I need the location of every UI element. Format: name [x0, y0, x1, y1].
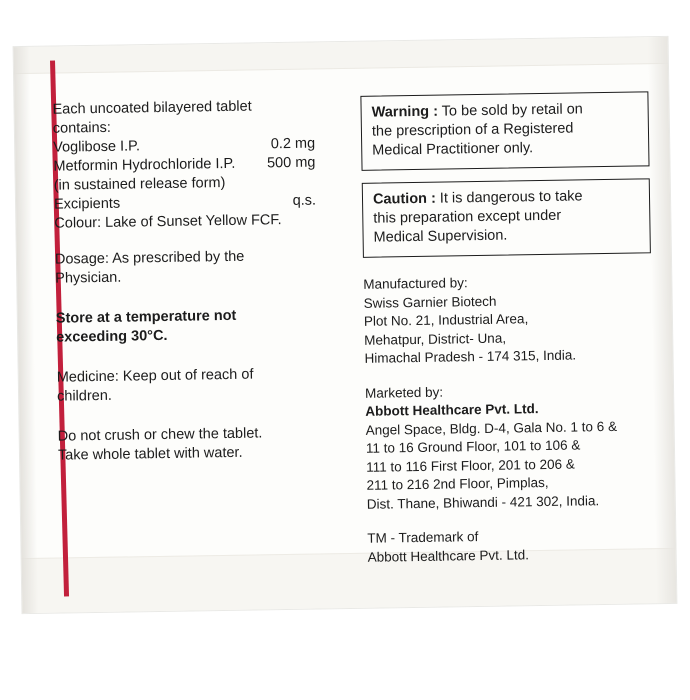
marketed-by-line: 11 to 16 Ground Floor, 101 to 106 &	[365, 437, 581, 456]
sustained-release-note: (in sustained release form)	[53, 174, 226, 194]
ingredient-amount: 500 mg	[266, 154, 316, 172]
trademark-block	[367, 525, 656, 567]
caution-text-line3: Medical Supervision.	[373, 227, 508, 246]
caution-text-line1: It is dangerous to take	[435, 188, 583, 207]
dosage-line2: Physician.	[55, 269, 122, 287]
excipients-amount: q.s.	[292, 192, 317, 209]
marketed-by-line: 111 to 116 First Floor, 201 to 206 &	[366, 456, 575, 475]
manufactured-by-line: Himachal Pradesh - 174 315, India.	[364, 347, 577, 366]
administration-line2: Take whole tablet with water.	[57, 444, 243, 464]
carton-top-edge	[14, 37, 668, 74]
trademark-line2: Abbott Healthcare Pvt. Ltd.	[367, 546, 530, 565]
caution-box	[362, 178, 651, 258]
warning-box	[360, 91, 649, 171]
manufactured-by-heading: Manufactured by:	[363, 275, 468, 292]
label-text-area	[52, 91, 653, 565]
manufactured-by-line: Plot No. 21, Industrial Area,	[363, 311, 529, 329]
caution-label: Caution :	[372, 190, 436, 208]
dosage-line1: Dosage: As prescribed by the	[54, 248, 245, 268]
carton-left-shading	[14, 47, 39, 613]
marketed-by-line: Angel Space, Bldg. D-4, Gala No. 1 to 6 &	[365, 418, 618, 438]
storage-line1: Store at a temperature not	[55, 307, 237, 327]
keep-out-of-reach-block	[57, 365, 320, 407]
dosage-block	[55, 247, 318, 289]
composition-heading-line1: Each uncoated bilayered tablet	[52, 98, 252, 118]
trademark-line1: TM - Trademark of	[367, 529, 479, 546]
manufactured-by-block	[363, 271, 652, 368]
composition-block	[52, 97, 316, 234]
colour-line: Colour: Lake of Sunset Yellow FCF.	[54, 212, 282, 232]
warning-text-line2: the prescription of a Registered	[371, 120, 574, 140]
marketed-by-line: Dist. Thane, Bhiwandi - 421 302, India.	[366, 492, 600, 512]
marketed-by-company: Abbott Healthcare Pvt. Ltd.	[365, 401, 539, 419]
warning-text-line1: To be sold by retail on	[437, 101, 583, 120]
composition-heading-line2: contains:	[52, 119, 112, 137]
ingredient-name: Metformin Hydrochloride I.P.	[53, 155, 236, 175]
manufactured-by-line: Swiss Garnier Biotech	[363, 293, 497, 311]
storage-block	[56, 306, 319, 348]
keep-out-of-reach-line2: children.	[56, 387, 113, 405]
manufactured-by-line: Mehatpur, District- Una,	[364, 330, 507, 348]
label-right-column	[360, 91, 656, 582]
ingredient-name: Voglibose I.P.	[53, 138, 141, 156]
marketed-by-line: 211 to 216 2nd Floor, Pimplas,	[366, 474, 549, 493]
ingredient-amount: 0.2 mg	[270, 135, 316, 153]
administration-block	[58, 424, 321, 466]
warning-label: Warning :	[371, 103, 439, 121]
administration-line1: Do not crush or chew the tablet.	[57, 425, 263, 445]
storage-line2: exceeding 30°C.	[56, 327, 168, 346]
excipients-label: Excipients	[53, 195, 121, 213]
caution-text-line2: this preparation except under	[373, 207, 562, 227]
marketed-by-block	[365, 380, 655, 514]
label-left-column	[52, 97, 320, 481]
marketed-by-heading: Marketed by:	[364, 384, 444, 401]
warning-text-line3: Medical Practitioner only.	[372, 140, 534, 159]
keep-out-of-reach-line1: Medicine: Keep out of reach of	[56, 366, 254, 386]
